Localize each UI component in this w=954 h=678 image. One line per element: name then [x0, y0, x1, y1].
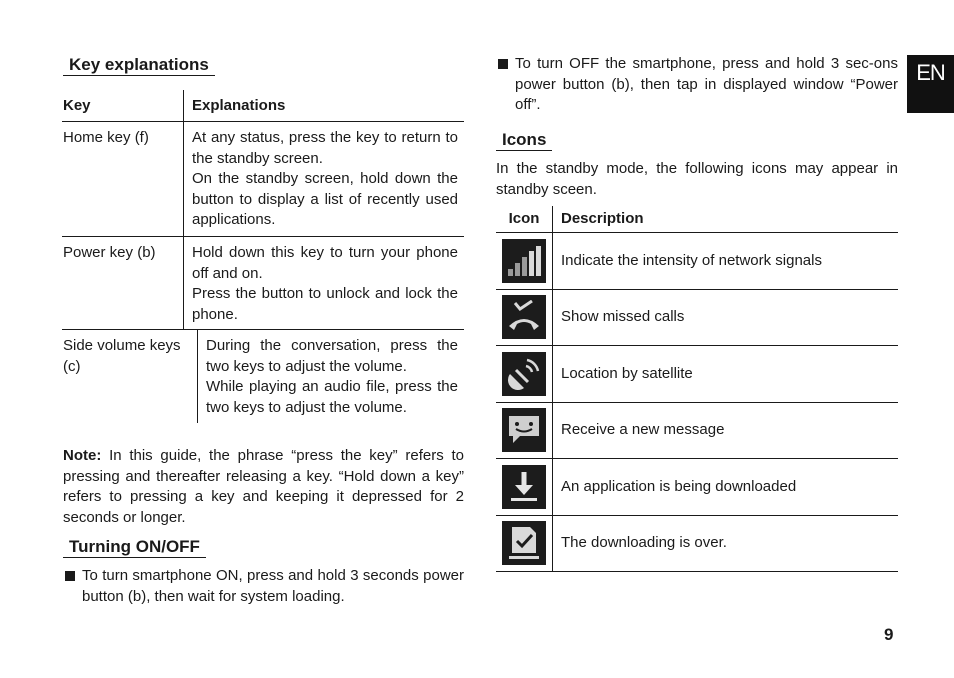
description-column-header: Description	[552, 206, 898, 232]
turning-on-off-heading: Turning ON/OFF	[63, 537, 206, 558]
description-cell: Show missed calls	[552, 290, 898, 346]
explanation-line: At any status, press the key to return to the standby screen.	[192, 129, 458, 167]
key-cell: Side volume keys (c)	[63, 337, 181, 375]
key-explanations-heading: Key explanations	[63, 55, 215, 76]
table-row	[496, 403, 898, 460]
icons-table-header	[496, 206, 898, 233]
note-paragraph	[63, 446, 464, 528]
table-row	[496, 233, 898, 290]
turn-on-bullet	[65, 566, 464, 607]
key-table	[62, 90, 464, 423]
explanations-column-header: Explanations	[183, 90, 464, 121]
explanation-line: On the standby screen, hold down the button to display a list of recently used applications.	[192, 170, 458, 228]
explanation-cell	[183, 122, 464, 236]
explanation-line: Hold down this key to turn your phone off and on.	[192, 244, 458, 282]
language-tab: EN	[907, 55, 954, 113]
table-row	[496, 516, 898, 573]
turn-on-text: To turn smartphone ON, press and hold 3 seconds power button (b), then wait for system loading.	[82, 567, 464, 605]
icons-heading: Icons	[496, 130, 552, 151]
key-cell: Home key (f)	[63, 129, 149, 146]
message-icon	[502, 408, 546, 452]
description-cell: An application is being downloaded	[552, 459, 898, 515]
note-text: In this guide, the phrase “press the key” refers to pressing and thereafter releasing a key. “Hold down a key” refers to pressing a key and keeping it depressed for 2 seconds or longer.	[63, 447, 464, 526]
signal-bars-icon	[502, 239, 546, 283]
bullet-square	[65, 571, 75, 581]
turn-off-bullet	[498, 54, 898, 116]
explanation-line: Press the button to unlock and lock the phone.	[192, 285, 458, 323]
icons-table	[496, 206, 898, 572]
bullet-square	[498, 59, 508, 69]
table-row	[62, 330, 464, 423]
table-row	[496, 459, 898, 516]
table-row	[496, 346, 898, 403]
key-column-header: Key	[63, 97, 91, 114]
icon-column-header: Icon	[508, 209, 540, 227]
explanation-line: During the conversation, press the two keys to adjust the volume.	[206, 337, 458, 375]
download-icon	[502, 465, 546, 509]
icons-intro: In the standby mode, the following icons may appear in standby sceen.	[496, 160, 898, 198]
table-row	[62, 122, 464, 237]
satellite-icon	[502, 352, 546, 396]
description-cell: Location by satellite	[552, 346, 898, 402]
explanation-cell	[183, 237, 464, 329]
key-table-header	[62, 90, 464, 122]
table-row	[496, 290, 898, 347]
description-cell: Receive a new message	[552, 403, 898, 459]
turn-off-text: To turn OFF the smartphone, press and hold 3 sec-ons power button (b), then tap in displayed window “Power off”.	[515, 55, 898, 113]
table-row	[62, 237, 464, 330]
download-done-icon	[502, 521, 546, 565]
missed-call-icon	[502, 295, 546, 339]
description-cell: The downloading is over.	[552, 516, 898, 572]
page-number: 9	[884, 625, 894, 644]
explanation-line: While playing an audio file, press the two keys to adjust the volume.	[206, 378, 458, 416]
explanation-cell	[197, 330, 464, 423]
note-label: Note:	[63, 447, 102, 464]
key-cell: Power key (b)	[63, 244, 156, 261]
description-cell: Indicate the intensity of network signals	[552, 233, 898, 289]
